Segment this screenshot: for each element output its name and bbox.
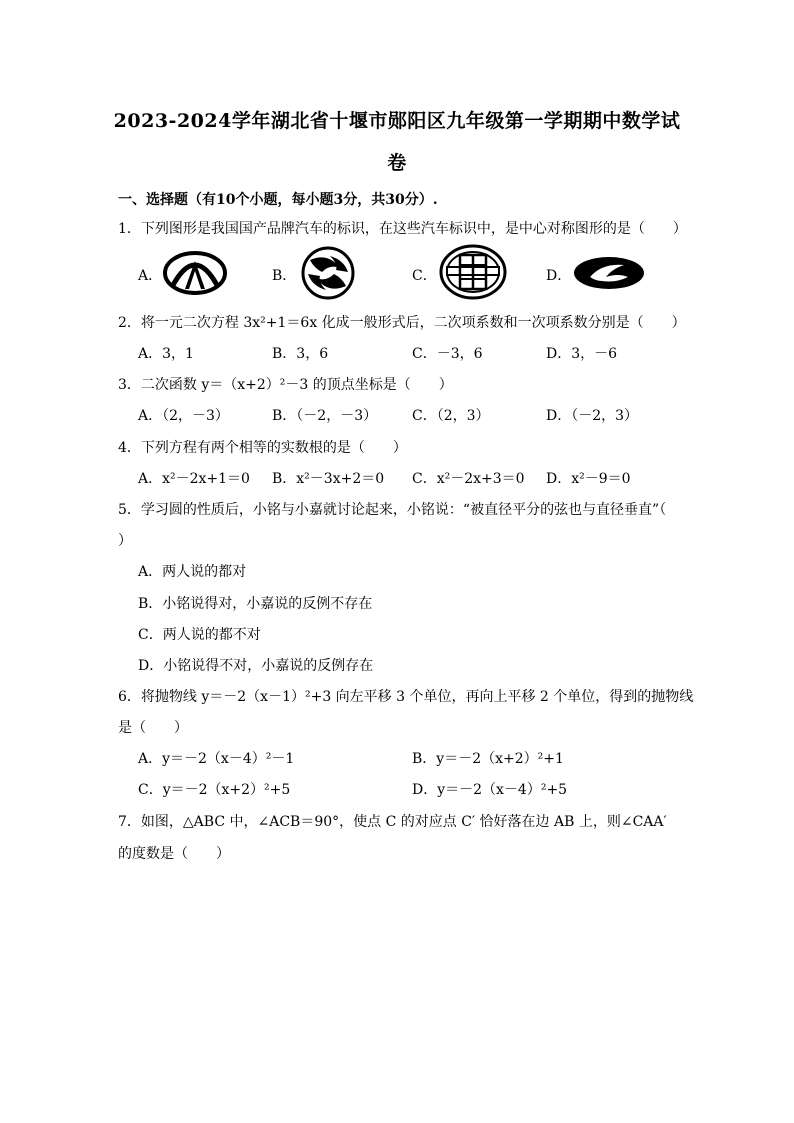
exam-title-line1: 2023-2024学年湖北省十堰市郧阳区九年级第一学期期中数学试 (113, 110, 681, 132)
q6-option-a: A．y＝－2（x－4）²－1 (138, 751, 295, 767)
q3-option-c: C．（2，3） (412, 408, 490, 424)
q3-option-b: B．（－2，－3） (272, 408, 378, 424)
dongfeng-logo-icon (300, 246, 356, 300)
q2-option-b: B．3，6 (272, 346, 329, 362)
question-5-stem: 5．学习圆的性质后，小铭与小嘉就讨论起来，小铭说：“被直径平分的弦也与直径垂直”（ (118, 502, 667, 518)
q1-option-d-label: D． (546, 268, 572, 284)
section-heading: 一、选择题（有10个小题，每小题3分，共30分）. (118, 192, 438, 208)
question-6-stem-continued: 是（ ） (118, 720, 188, 736)
q5-option-c: C．两人说的都不对 (138, 627, 261, 643)
q2-option-c: C．－3，6 (412, 346, 483, 362)
question-5-stem-continued: ） (118, 533, 132, 549)
question-7-stem: 7．如图，△ABC 中，∠ACB＝90°，使点 C 的对应点 C′ 恰好落在边 AB 上，则∠CAA′ (118, 814, 667, 830)
q3-option-d: D．（－2，3） (546, 408, 639, 424)
question-2-stem: 2．将一元二次方程 3x²+1＝6x 化成一般形式后，二次项系数和一次项系数分别是（ ） (118, 315, 686, 331)
brilliance-logo-icon (438, 243, 508, 301)
q4-option-b: B．x²－3x+2＝0 (272, 471, 385, 487)
q1-option-c-label: C． (412, 268, 437, 284)
q6-option-d: D．y＝－2（x－4）²+5 (412, 782, 568, 798)
q4-option-d: D．x²－9＝0 (546, 471, 631, 487)
q4-option-a: A．x²－2x+1＝0 (138, 471, 250, 487)
q1-option-a-label: A． (138, 268, 163, 284)
q5-option-a: A．两人说的都对 (138, 564, 247, 580)
q6-option-c: C．y＝－2（x+2）²+5 (138, 782, 291, 798)
question-1-stem: 1．下列图形是我国国产品牌汽车的标识，在这些汽车标识中，是中心对称图形的是（ ） (118, 221, 687, 237)
question-7-stem-continued: 的度数是（ ） (118, 846, 230, 862)
question-3-stem: 3．二次函数 y＝（x+2）²－3 的顶点坐标是（ ） (118, 377, 453, 393)
sedan-logo-icon (162, 249, 228, 297)
q5-option-b: B．小铭说得对，小嘉说的反例不存在 (138, 596, 373, 612)
q6-option-b: B．y＝－2（x+2）²+1 (412, 751, 564, 767)
haima-logo-icon (572, 255, 646, 291)
q4-option-c: C．x²－2x+3＝0 (412, 471, 525, 487)
question-4-stem: 4．下列方程有两个相等的实数根的是（ ） (118, 440, 407, 456)
exam-title-line2: 卷 (387, 152, 407, 174)
q2-option-a: A．3，1 (138, 346, 194, 362)
q5-option-d: D．小铭说得不对，小嘉说的反例存在 (138, 658, 374, 674)
q1-option-b-label: B． (272, 268, 297, 284)
q2-option-d: D．3，－6 (546, 346, 618, 362)
question-6-stem: 6．将抛物线 y＝－2（x－1）²+3 向左平移 3 个单位，再向上平移 2 个单位，得到的抛物线 (118, 689, 694, 705)
q3-option-a: A．（2，－3） (138, 408, 229, 424)
